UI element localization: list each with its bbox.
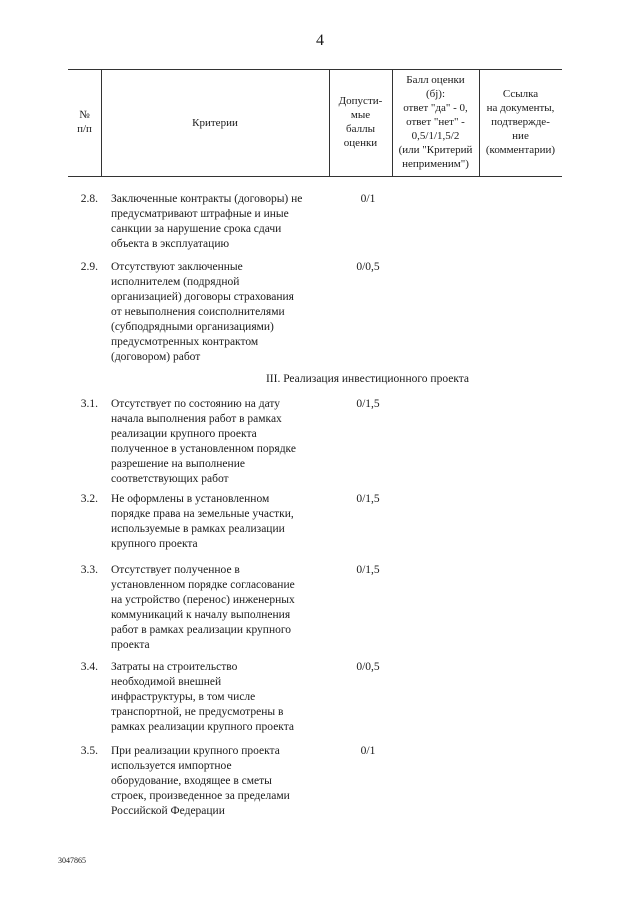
- row-criterion: При реализации крупного проекта используется импортное оборудование, входящее в сметы строек, произведенное за пределами Российской Федерации: [111, 745, 290, 817]
- header-link-line: Ссылка: [502, 88, 539, 100]
- header-link-line: ние: [512, 130, 529, 142]
- row-score: 0/0,5: [356, 261, 380, 273]
- page-number: 4: [316, 32, 324, 49]
- row-criterion: Затраты на строительство необходимой внешней инфраструктуры, в том числе транспортной, не предусмотрены в рамках реализации крупного проекта: [111, 661, 295, 733]
- header-score-line: 0,5/1/1,5/2: [411, 130, 460, 142]
- row-number: 2.9.: [80, 261, 98, 273]
- header-score-line: (или "Критерий: [398, 144, 473, 156]
- header-link-line: на документы,: [486, 102, 555, 114]
- header-score: [392, 73, 479, 171]
- header-score-line: Балл оценки: [406, 74, 465, 86]
- document-id: 3047865: [58, 856, 86, 865]
- row-criterion: Отсутствует по состоянию на дату начала выполнения работ в рамках реализации крупного проекта полученное в установленном порядке разрешение на выполнение соответствующих работ: [111, 398, 296, 485]
- header-bottom-rule: [68, 176, 562, 177]
- header-link-line: (комментарии): [485, 144, 556, 156]
- row-number: 3.3.: [80, 564, 98, 576]
- header-score-line: ответ "да" - 0,: [403, 102, 468, 114]
- header-score-line: (бj):: [425, 88, 446, 100]
- row-score: 0/1,5: [356, 493, 380, 505]
- header-allowed-line: оценки: [343, 137, 378, 149]
- header-link: [479, 87, 562, 157]
- header-allowed: [329, 94, 392, 150]
- header-num: [68, 108, 101, 136]
- row-score: 0/1,5: [356, 398, 380, 410]
- row-criterion: Не оформлены в установленном порядке права на земельные участки, используемые в рамках реализации крупного проекта: [111, 493, 294, 550]
- header-score-line: ответ "нет" -: [406, 116, 465, 128]
- row-criterion: Отсутствует полученное в установленном порядке согласование на устройство (перенос) инженерных коммуникаций к началу выполнения работ в рамках реализации крупного проекта: [111, 564, 295, 651]
- header-allowed-line: Допусти-: [338, 95, 383, 107]
- row-score: 0/1: [360, 745, 376, 757]
- header-num-line: №: [79, 109, 90, 121]
- header-top-rule: [68, 69, 562, 70]
- header-allowed-line: баллы: [346, 123, 375, 135]
- header-allowed-line: мые: [350, 109, 371, 121]
- row-score: 0/1: [360, 193, 376, 205]
- header-score-line: неприменим"): [402, 158, 469, 170]
- row-score: 0/0,5: [356, 661, 380, 673]
- row-number: 3.2.: [80, 493, 98, 505]
- row-number: 3.5.: [80, 745, 98, 757]
- header-criteria: Критерии: [192, 117, 238, 129]
- row-score: 0/1,5: [356, 564, 380, 576]
- section-heading: III. Реализация инвестиционного проекта: [265, 373, 470, 385]
- header-num-line: п/п: [77, 123, 92, 135]
- row-criterion: Отсутствуют заключенные исполнителем (подрядной организацией) договоры страхования от невыполнения соисполнителями (субподрядными организациями) предусмотренных контрактом (договором) работ: [111, 261, 294, 363]
- row-criterion: Заключенные контракты (договоры) не предусматривают штрафные и иные санкции за нарушение срока сдачи объекта в эксплуатацию: [111, 193, 303, 250]
- row-number: 2.8.: [80, 193, 98, 205]
- row-number: 3.4.: [80, 661, 98, 673]
- row-number: 3.1.: [80, 398, 98, 410]
- header-link-line: подтвержде-: [491, 116, 550, 128]
